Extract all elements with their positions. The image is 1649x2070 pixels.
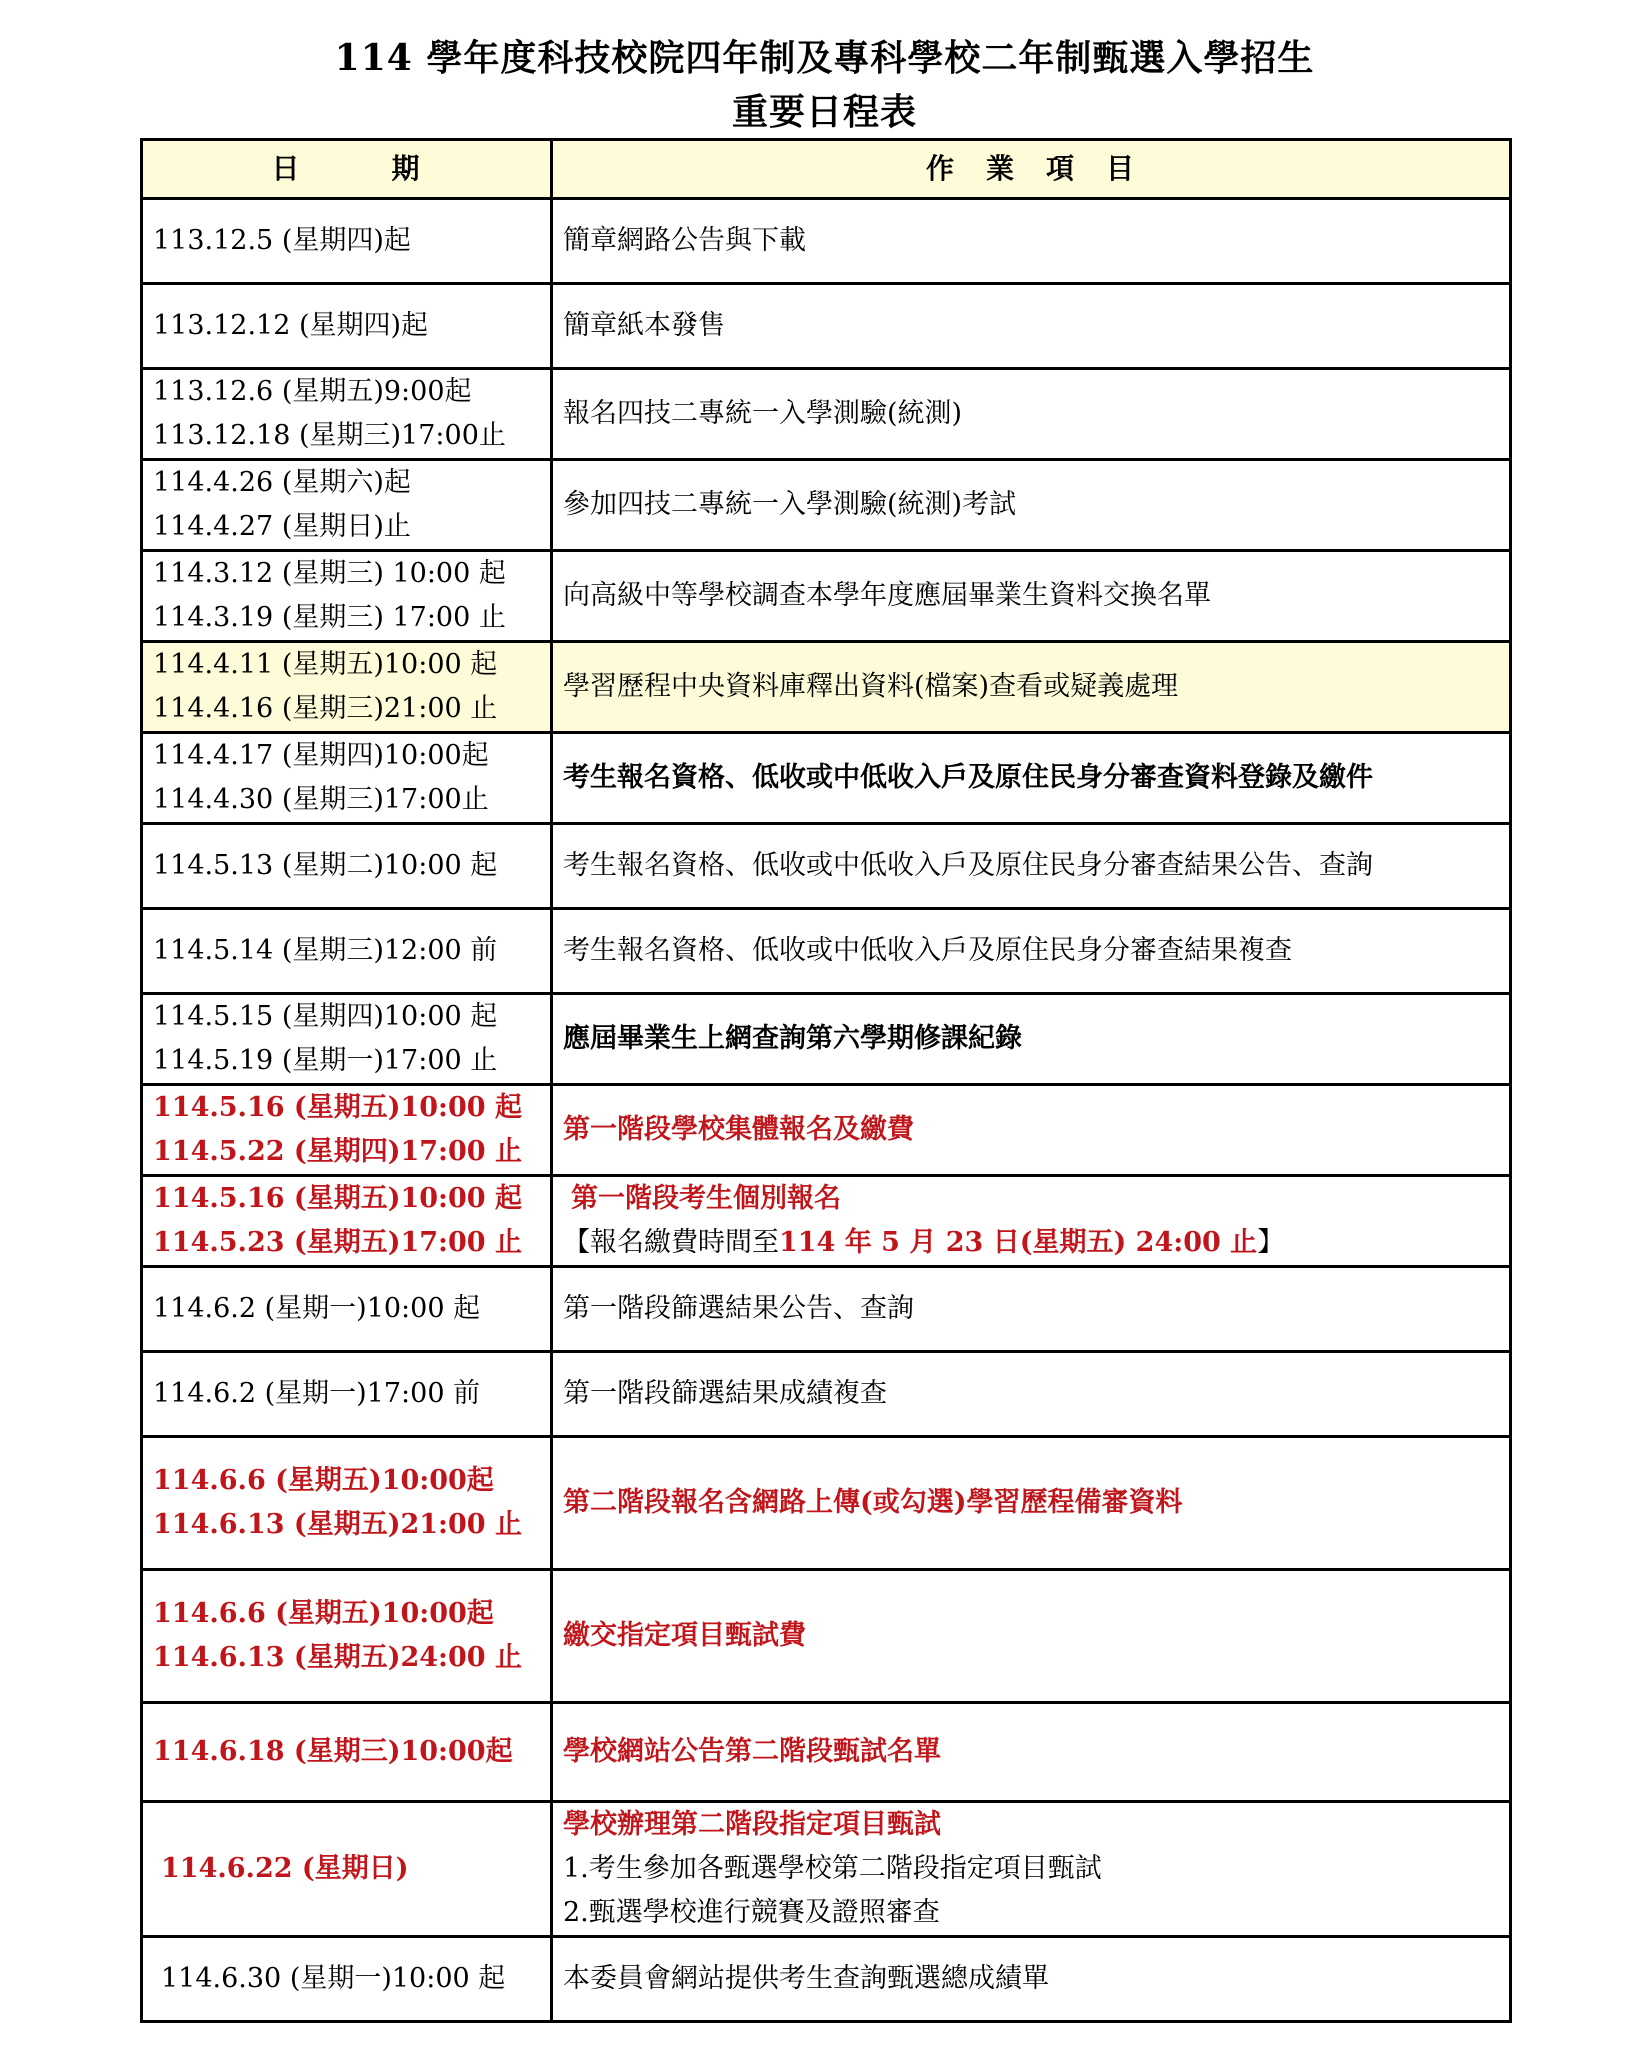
table-row: [142, 1352, 1511, 1437]
item-cell: 向高級中等學校調查本學年度應屆畢業生資料交換名單: [552, 551, 1511, 642]
date-cell: 114.6.18 (星期三)10:00起: [142, 1703, 552, 1802]
item-cell: 參加四技二專統一入學測驗(統測)考試: [552, 460, 1511, 551]
date-cell: 114.6.6 (星期五)10:00起 114.6.13 (星期五)21:00 止: [142, 1437, 552, 1570]
table-row: [142, 1937, 1511, 2022]
item-cell: 考生報名資格、低收或中低收入戶及原住民身分審查結果公告、查詢: [552, 824, 1511, 909]
table-row: [142, 1802, 1511, 1937]
date-cell: 113.12.5 (星期四)起: [142, 199, 552, 284]
header-date: 日 期: [142, 140, 552, 199]
item-cell: 簡章紙本發售: [552, 284, 1511, 369]
table-row: [142, 199, 1511, 284]
item-cell: 第一階段考生個別報名 【報名繳費時間至114 年 5 月 23 日(星期五) 24:00 止】: [552, 1176, 1511, 1267]
item-cell: 學校網站公告第二階段甄試名單: [552, 1703, 1511, 1802]
table-row: [142, 369, 1511, 460]
document-subtitle: 重要日程表: [731, 91, 917, 133]
date-cell: 113.12.6 (星期五)9:00起 113.12.18 (星期三)17:00止: [142, 369, 552, 460]
table-row: [142, 551, 1511, 642]
table-row: [142, 284, 1511, 369]
item-cell: 學習歷程中央資料庫釋出資料(檔案)查看或疑義處理: [552, 642, 1511, 733]
date-cell: 114.5.16 (星期五)10:00 起 114.5.23 (星期五)17:00 止: [142, 1176, 552, 1267]
item-cell: 第一階段學校集體報名及繳費: [552, 1085, 1511, 1176]
table-row: [142, 1570, 1511, 1703]
date-cell: 114.6.22 (星期日): [142, 1802, 552, 1937]
table-row: [142, 994, 1511, 1085]
registration-deadline-note: 【報名繳費時間至114 年 5 月 23 日(星期五) 24:00 止】: [563, 1227, 1285, 1258]
date-cell: 114.6.6 (星期五)10:00起 114.6.13 (星期五)24:00 止: [142, 1570, 552, 1703]
table-row: [142, 460, 1511, 551]
item-cell: 第一階段篩選結果成績複查: [552, 1352, 1511, 1437]
date-cell: 114.5.14 (星期三)12:00 前: [142, 909, 552, 994]
item-cell: 報名四技二專統一入學測驗(統測): [552, 369, 1511, 460]
item-cell: 應屆畢業生上網查詢第六學期修課紀錄: [552, 994, 1511, 1085]
item-cell: 第二階段報名含網路上傳(或勾選)學習歷程備審資料: [552, 1437, 1511, 1570]
table-row: [142, 1176, 1511, 1267]
table-row: [142, 1703, 1511, 1802]
header-item: 作 業 項 目: [552, 140, 1511, 199]
table-row-highlighted: [142, 642, 1511, 733]
table-row: [142, 1267, 1511, 1352]
table-row: [142, 824, 1511, 909]
date-cell: 114.6.30 (星期一)10:00 起: [142, 1937, 552, 2022]
date-cell: 114.6.2 (星期一)17:00 前: [142, 1352, 552, 1437]
item-cell: 學校辦理第二階段指定項目甄試 1.考生參加各甄選學校第二階段指定項目甄試 2.甄選學校進行競賽及證照審查: [552, 1802, 1511, 1937]
table-row: [142, 1437, 1511, 1570]
item-cell: 考生報名資格、低收或中低收入戶及原住民身分審查資料登錄及繳件: [552, 733, 1511, 824]
date-cell: 114.5.16 (星期五)10:00 起 114.5.22 (星期四)17:00 止: [142, 1085, 552, 1176]
table-row: [142, 909, 1511, 994]
item-cell: 繳交指定項目甄試費: [552, 1570, 1511, 1703]
table-header-row: [142, 140, 1511, 199]
item-cell: 本委員會網站提供考生查詢甄選總成績單: [552, 1937, 1511, 2022]
table-row: [142, 733, 1511, 824]
date-cell: 113.12.12 (星期四)起: [142, 284, 552, 369]
document-title: 114 學年度科技校院四年制及專科學校二年制甄選入學招生: [334, 37, 1315, 79]
date-cell: 114.5.13 (星期二)10:00 起: [142, 824, 552, 909]
date-cell: 114.4.11 (星期五)10:00 起 114.4.16 (星期三)21:00 止: [142, 642, 552, 733]
item-cell: 第一階段篩選結果公告、查詢: [552, 1267, 1511, 1352]
item-cell: 考生報名資格、低收或中低收入戶及原住民身分審查結果複查: [552, 909, 1511, 994]
schedule-table: [140, 138, 1512, 2023]
date-cell: 114.6.2 (星期一)10:00 起: [142, 1267, 552, 1352]
date-cell: 114.4.26 (星期六)起 114.4.27 (星期日)止: [142, 460, 552, 551]
date-cell: 114.3.12 (星期三) 10:00 起 114.3.19 (星期三) 17:00 止: [142, 551, 552, 642]
date-cell: 114.4.17 (星期四)10:00起 114.4.30 (星期三)17:00止: [142, 733, 552, 824]
item-cell: 簡章網路公告與下載: [552, 199, 1511, 284]
table-row: [142, 1085, 1511, 1176]
date-cell: 114.5.15 (星期四)10:00 起 114.5.19 (星期一)17:00 止: [142, 994, 552, 1085]
